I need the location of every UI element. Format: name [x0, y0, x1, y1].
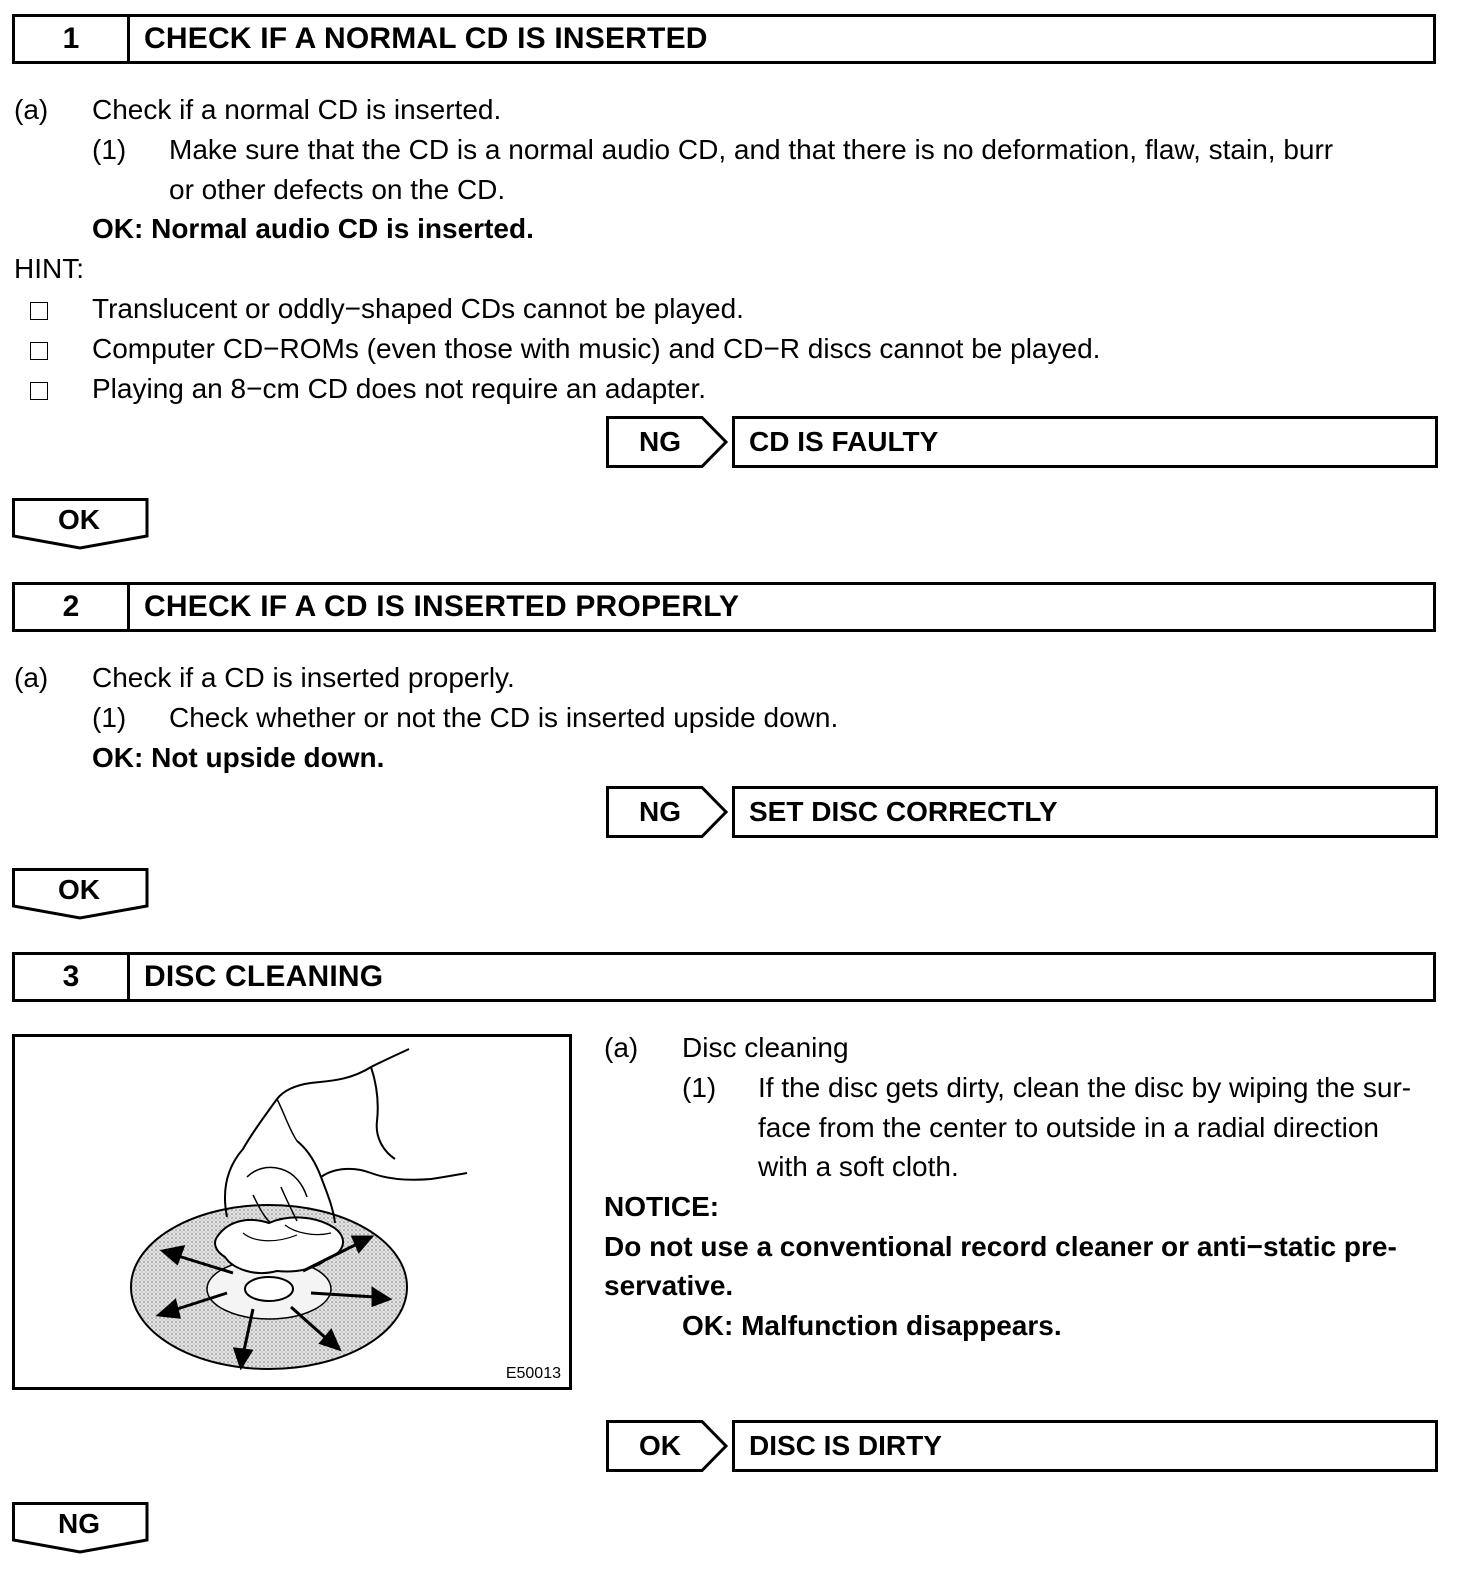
ok-criteria: OK: Not upside down.	[92, 742, 385, 773]
sub-item-text-continued: face from the center to outside in a radial direction	[758, 1112, 1380, 1143]
result-text: SET DISC CORRECTLY	[732, 786, 1438, 838]
step-2-ok-down-tag	[12, 868, 150, 920]
bullet-square-icon	[30, 382, 48, 400]
step-3-ng-down-tag	[12, 1502, 150, 1554]
notice-text: Do not use a conventional record cleaner or anti−static pre-	[604, 1231, 1397, 1262]
step-1-header	[12, 14, 1436, 64]
item-text: Disc cleaning	[682, 1032, 849, 1063]
ok-arrow-tag	[606, 1420, 728, 1472]
sub-item-label: (1)	[92, 702, 127, 733]
notice-text-continued: servative.	[604, 1270, 734, 1301]
sub-item-text-continued: with a soft cloth.	[758, 1151, 959, 1182]
step-number: 3	[15, 955, 130, 999]
result-tag-label: OK	[639, 1430, 681, 1461]
hint-item: Computer CD−ROMs (even those with music) and CD−R discs cannot be played.	[92, 333, 1101, 364]
figure-code: E50013	[505, 1365, 561, 1382]
step-3-header	[12, 952, 1436, 1002]
step-1-ng-result	[606, 416, 1438, 468]
ok-criteria: OK: Malfunction disappears.	[682, 1310, 1062, 1341]
result-text: DISC IS DIRTY	[732, 1420, 1438, 1472]
sub-item-text: Make sure that the CD is a normal audio CD, and that there is no deformation, flaw, stain, burr	[169, 134, 1334, 165]
step-1-ok-down-tag	[12, 498, 150, 550]
hint-item: Translucent or oddly−shaped CDs cannot be played.	[92, 293, 744, 324]
notice-label: NOTICE:	[604, 1191, 720, 1222]
step-3-ok-result	[606, 1420, 1438, 1472]
bullet-square-icon	[30, 342, 48, 360]
step-2-ng-result	[606, 786, 1438, 838]
step-title: CHECK IF A CD IS INSERTED PROPERLY	[144, 590, 740, 623]
step-title: DISC CLEANING	[144, 960, 384, 993]
step-number: 2	[15, 585, 130, 629]
item-text: Check if a CD is inserted properly.	[92, 662, 515, 693]
hint-label: HINT:	[14, 253, 84, 284]
sub-item-label: (1)	[682, 1072, 717, 1103]
disc-wiping-illustration	[15, 1037, 569, 1387]
down-tag-label: NG	[58, 1508, 100, 1539]
result-tag-label: NG	[639, 796, 681, 827]
sub-item-text: Check whether or not the CD is inserted upside down.	[169, 702, 839, 733]
ok-criteria: OK: Normal audio CD is inserted.	[92, 213, 534, 244]
hint-item: Playing an 8−cm CD does not require an adapter.	[92, 373, 707, 404]
sub-item-text: If the disc gets dirty, clean the disc by wiping the sur-	[758, 1072, 1412, 1103]
item-text: Check if a normal CD is inserted.	[92, 94, 502, 125]
step-title: CHECK IF A NORMAL CD IS INSERTED	[144, 22, 708, 55]
ng-arrow-tag	[606, 416, 728, 468]
down-tag-label: OK	[58, 504, 100, 535]
result-tag-label: NG	[639, 426, 681, 457]
item-label: (a)	[604, 1032, 639, 1063]
disc-cleaning-figure	[12, 1034, 572, 1390]
step-2-header	[12, 582, 1436, 632]
sub-item-label: (1)	[92, 134, 127, 165]
step-number: 1	[15, 17, 130, 61]
ng-arrow-tag	[606, 786, 728, 838]
bullet-square-icon	[30, 302, 48, 320]
sub-item-text-continued: or other defects on the CD.	[169, 174, 506, 205]
item-label: (a)	[14, 662, 49, 693]
down-tag-label: OK	[58, 874, 100, 905]
item-label: (a)	[14, 94, 49, 125]
result-text: CD IS FAULTY	[732, 416, 1438, 468]
